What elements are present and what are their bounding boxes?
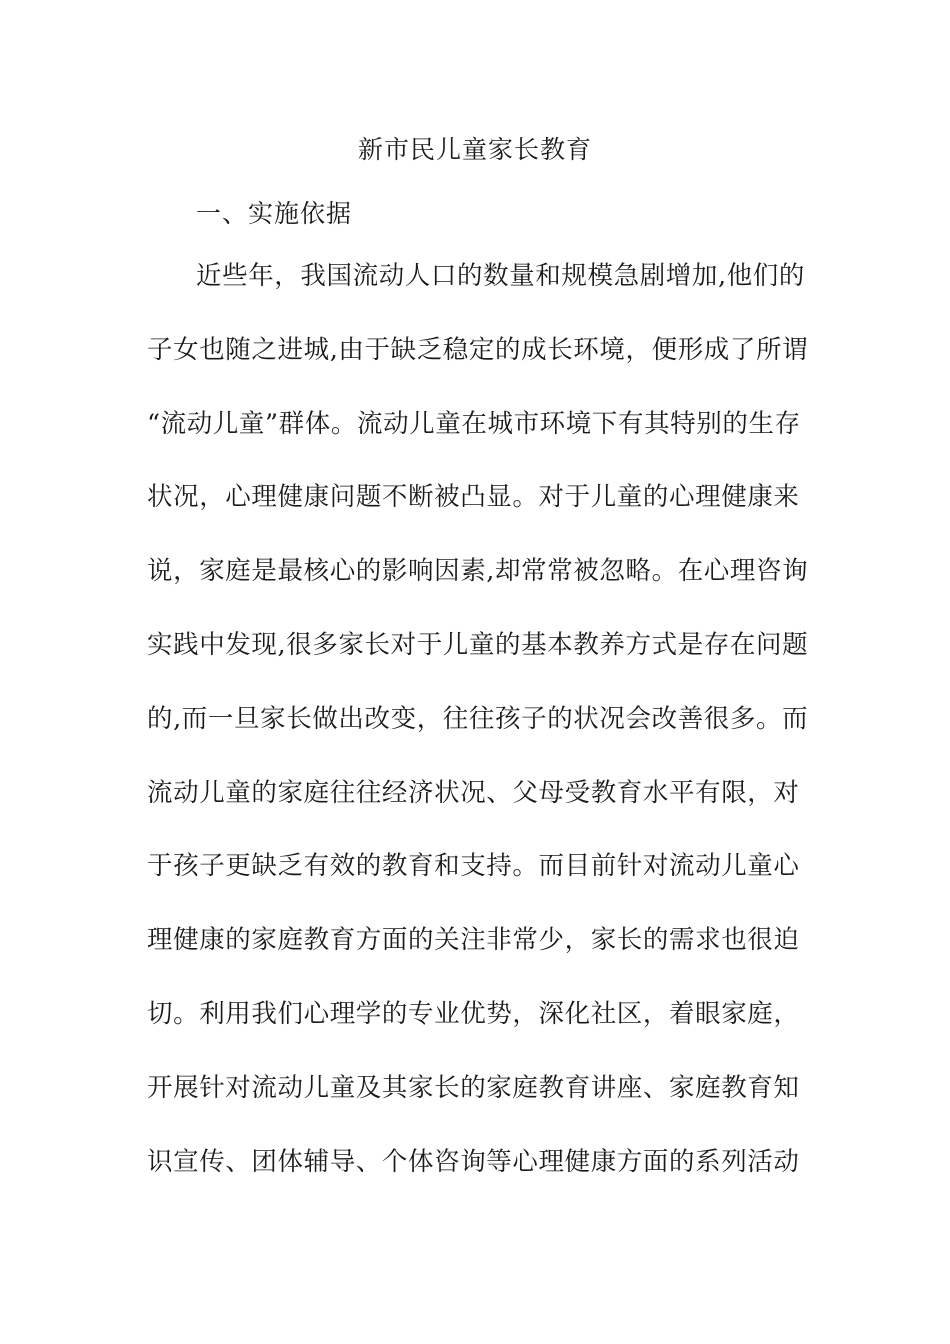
paragraph-line: 切。利用我们心理学的专业优势，深化社区，着眼家庭， xyxy=(147,998,800,1029)
paragraph-line: 识宣传、团体辅导、个体咨询等心理健康方面的系列活动 xyxy=(147,1146,800,1177)
paragraph-line: 说，家庭是最核心的影响因素,却常常被忽略。在心理咨询 xyxy=(147,556,809,587)
paragraph-line: 理健康的家庭教育方面的关注非常少，家长的需求也很迫 xyxy=(147,925,800,956)
body-paragraph xyxy=(147,258,807,1217)
paragraph-line: 于孩子更缺乏有效的教育和支持。而目前针对流动儿童心 xyxy=(147,851,800,882)
paragraph-line: 开展针对流动儿童及其家长的家庭教育讲座、家庭教育知 xyxy=(147,1072,800,1103)
paragraph-line: 的,而一旦家长做出改变，往往孩子的状况会改善很多。而 xyxy=(147,703,809,734)
paragraph-line: 近些年，我国流动人口的数量和规模急剧增加,他们的 xyxy=(196,261,806,291)
paragraph-line: 流动儿童的家庭往往经济状况、父母受教育水平有限，对 xyxy=(147,777,800,808)
paragraph-line: “流动儿童”群体。流动儿童在城市环境下有其特别的生存 xyxy=(147,408,801,439)
paragraph-line: 实践中发现,很多家长对于儿童的基本教养方式是存在问题 xyxy=(147,629,809,660)
section-heading: 一、实施依据 xyxy=(196,199,353,228)
document-title: 新市民儿童家长教育 xyxy=(357,135,592,164)
paragraph-line: 子女也随之进城,由于缺乏稳定的成长环境，便形成了所谓 xyxy=(147,334,809,365)
paragraph-line: 状况，心理健康问题不断被凸显。对于儿童的心理健康来 xyxy=(147,482,800,513)
